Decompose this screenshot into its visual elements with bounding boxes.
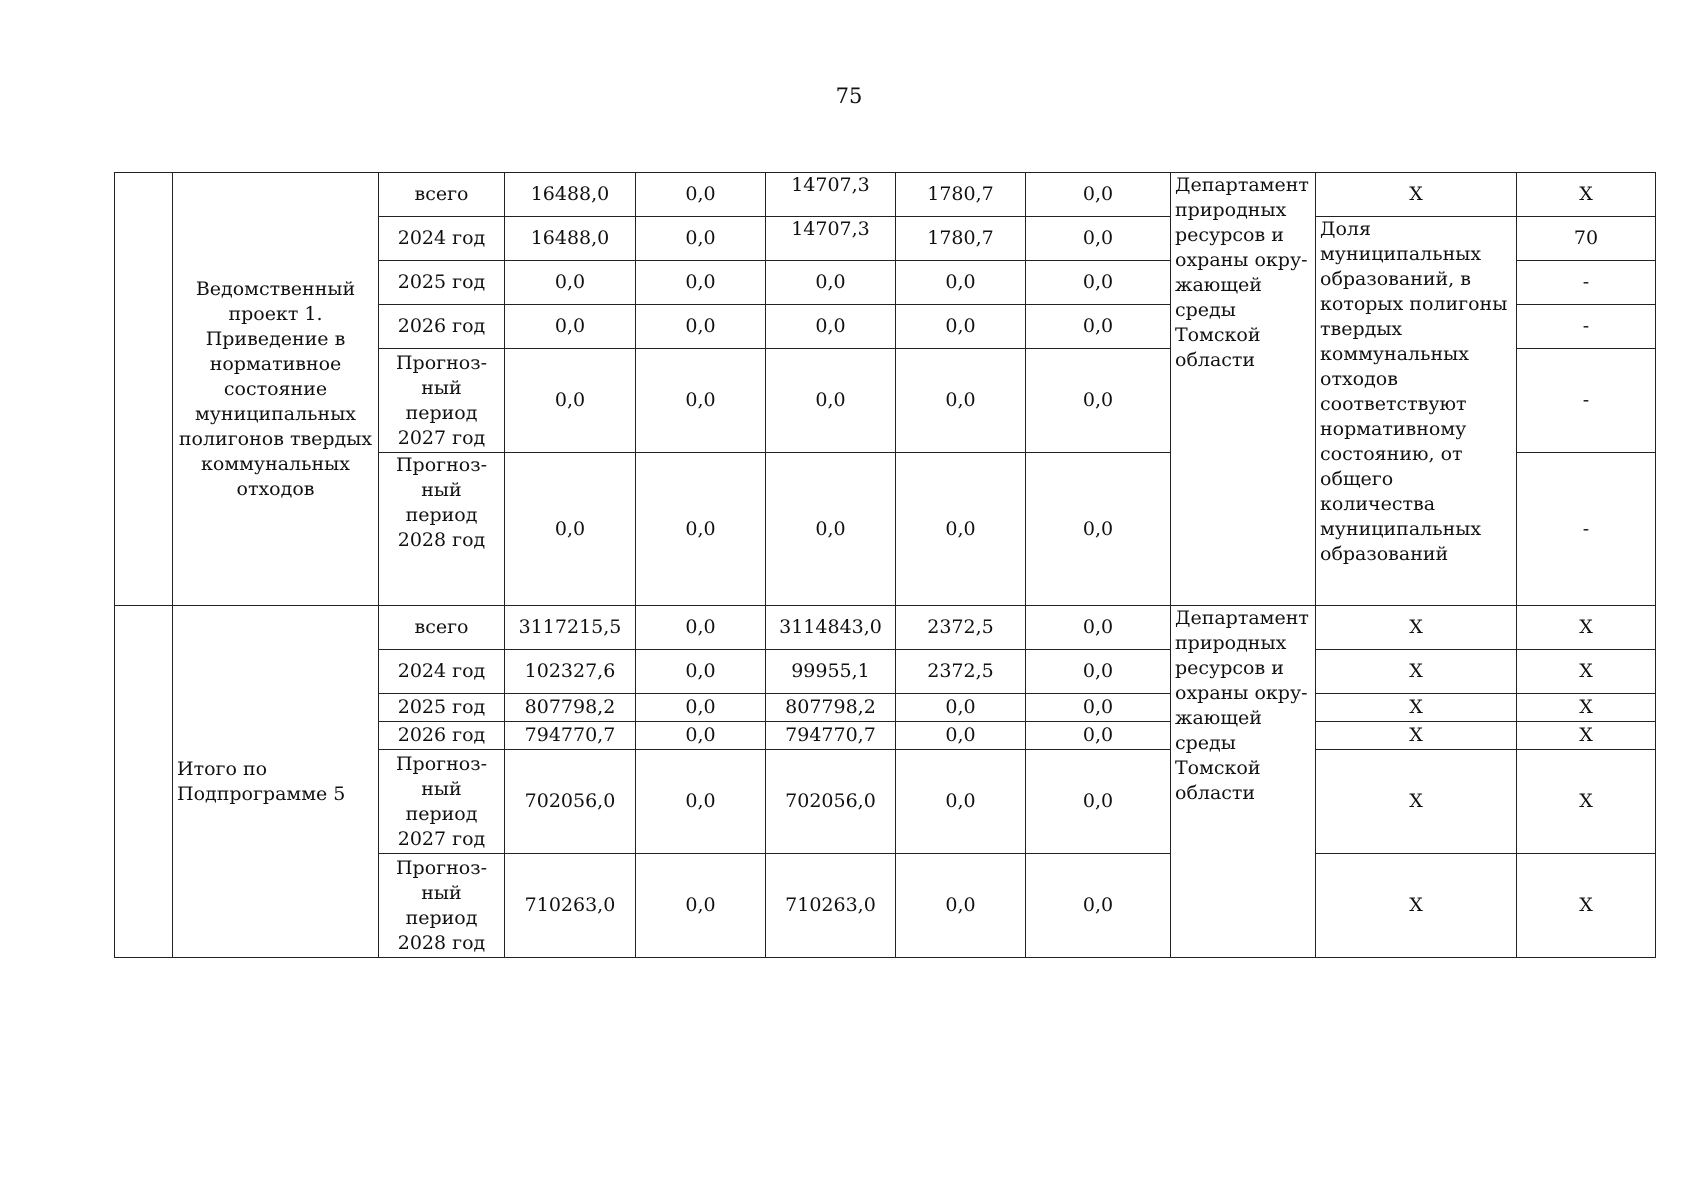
other-cell: 0,0 [1026,650,1171,694]
period-cell: всего [379,173,505,217]
local-cell: 0,0 [896,854,1026,958]
federal-cell: 0,0 [636,261,766,305]
federal-cell: 0,0 [636,453,766,606]
regional-cell: 794770,7 [766,722,896,750]
period-cell: Прогноз-ный период 2028 год [379,854,505,958]
period-cell: 2024 год [379,650,505,694]
other-cell: 0,0 [1026,261,1171,305]
other-cell: 0,0 [1026,173,1171,217]
total-cell: 16488,0 [505,173,636,217]
indicator-name-cell: Доля муниципальных образований, в которых полигоны твердых коммунальных отходов соответствуют нормативному состоянию, от общего количества муниципальных образований [1316,217,1517,606]
indicator-value-cell: Х [1517,750,1656,854]
project-name-cell: Ведомственный проект 1. Приведение в нормативное состояние муниципальных полигонов твердых коммунальных отходов [173,173,379,606]
period-cell: 2024 год [379,217,505,261]
other-cell: 0,0 [1026,694,1171,722]
total-cell: 16488,0 [505,217,636,261]
other-cell: 0,0 [1026,217,1171,261]
other-cell: 0,0 [1026,750,1171,854]
other-cell: 0,0 [1026,349,1171,453]
table-row [115,606,1656,650]
regional-cell: 99955,1 [766,650,896,694]
federal-cell: 0,0 [636,606,766,650]
federal-cell: 0,0 [636,305,766,349]
local-cell: 0,0 [896,722,1026,750]
local-cell: 0,0 [896,453,1026,606]
local-cell: 1780,7 [896,217,1026,261]
period-cell: 2025 год [379,261,505,305]
regional-cell: 0,0 [766,305,896,349]
federal-cell: 0,0 [636,349,766,453]
total-cell: 702056,0 [505,750,636,854]
indicator-value-cell: - [1517,453,1656,606]
total-cell: 0,0 [505,453,636,606]
row-number-cell [115,173,173,606]
budget-table [114,172,1656,958]
federal-cell: 0,0 [636,173,766,217]
row-number-cell [115,606,173,958]
indicator-cell: Х [1316,750,1517,854]
federal-cell: 0,0 [636,722,766,750]
period-cell: Прогноз-ный период 2028 год [379,453,505,606]
other-cell: 0,0 [1026,453,1171,606]
regional-cell: 0,0 [766,261,896,305]
regional-cell: 14707,3 [766,217,896,261]
indicator-value-cell: Х [1517,854,1656,958]
total-cell: 0,0 [505,305,636,349]
department-cell: Департамент природных ресурсов и охраны окру-жающей среды Томской области [1171,606,1316,958]
other-cell: 0,0 [1026,305,1171,349]
local-cell: 0,0 [896,349,1026,453]
local-cell: 0,0 [896,305,1026,349]
indicator-value-cell: Х [1517,173,1656,217]
period-cell: Прогноз-ный период 2027 год [379,750,505,854]
other-cell: 0,0 [1026,722,1171,750]
indicator-value-cell: - [1517,305,1656,349]
indicator-value-cell: - [1517,349,1656,453]
federal-cell: 0,0 [636,854,766,958]
table-row [115,173,1656,217]
local-cell: 0,0 [896,694,1026,722]
subprogram-total-cell: Итого по Подпрограмме 5 [173,606,379,958]
local-cell: 2372,5 [896,650,1026,694]
indicator-cell: Х [1316,854,1517,958]
indicator-value-cell: Х [1517,722,1656,750]
department-cell: Департамент природных ресурсов и охраны окру-жающей среды Томской области [1171,173,1316,606]
indicator-cell: Х [1316,650,1517,694]
total-cell: 710263,0 [505,854,636,958]
indicator-cell: Х [1316,722,1517,750]
total-cell: 794770,7 [505,722,636,750]
regional-cell: 14707,3 [766,173,896,217]
period-cell: Прогноз-ный период 2027 год [379,349,505,453]
federal-cell: 0,0 [636,217,766,261]
regional-cell: 807798,2 [766,694,896,722]
period-cell: 2026 год [379,722,505,750]
indicator-value-cell: Х [1517,694,1656,722]
other-cell: 0,0 [1026,606,1171,650]
federal-cell: 0,0 [636,750,766,854]
period-cell: 2025 год [379,694,505,722]
indicator-cell: Х [1316,694,1517,722]
indicator-cell: Х [1316,606,1517,650]
local-cell: 0,0 [896,750,1026,854]
local-cell: 1780,7 [896,173,1026,217]
total-cell: 0,0 [505,261,636,305]
local-cell: 2372,5 [896,606,1026,650]
regional-cell: 3114843,0 [766,606,896,650]
total-cell: 3117215,5 [505,606,636,650]
regional-cell: 0,0 [766,349,896,453]
federal-cell: 0,0 [636,694,766,722]
indicator-value-cell: - [1517,261,1656,305]
total-cell: 0,0 [505,349,636,453]
local-cell: 0,0 [896,261,1026,305]
regional-cell: 702056,0 [766,750,896,854]
regional-cell: 710263,0 [766,854,896,958]
other-cell: 0,0 [1026,854,1171,958]
total-cell: 102327,6 [505,650,636,694]
period-cell: 2026 год [379,305,505,349]
total-cell: 807798,2 [505,694,636,722]
indicator-value-cell: 70 [1517,217,1656,261]
indicator-value-cell: Х [1517,606,1656,650]
federal-cell: 0,0 [636,650,766,694]
period-cell: всего [379,606,505,650]
regional-cell: 0,0 [766,453,896,606]
indicator-cell: Х [1316,173,1517,217]
page-number: 75 [835,84,863,108]
indicator-value-cell: Х [1517,650,1656,694]
